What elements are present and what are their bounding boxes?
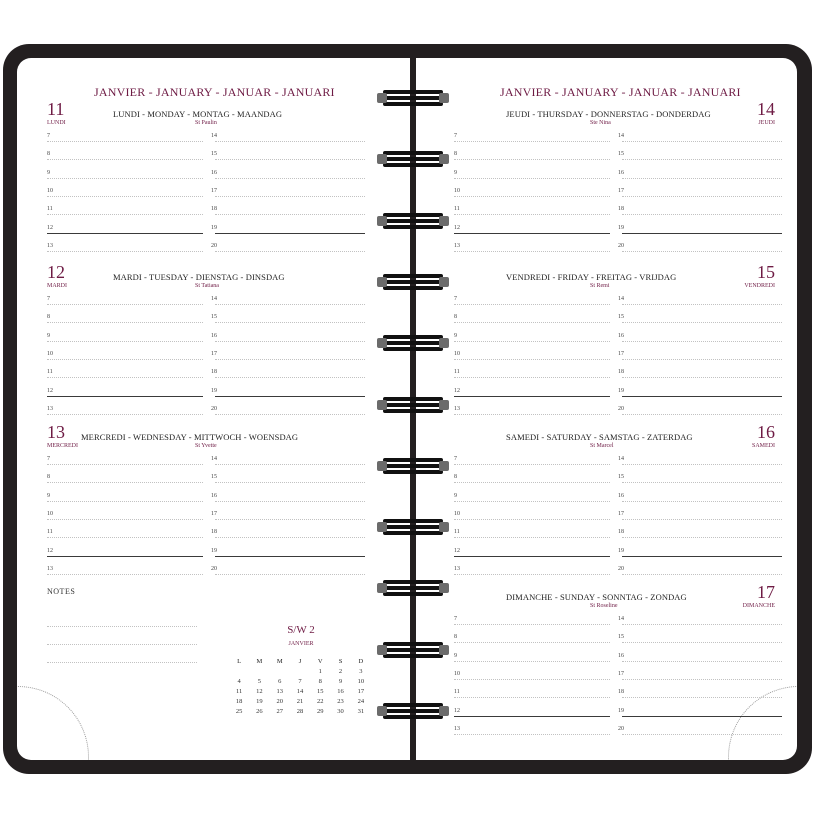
hour-line — [47, 322, 203, 323]
hour-line — [622, 341, 782, 342]
calendar-day: 10 — [357, 677, 365, 685]
binding-ring — [383, 519, 443, 535]
hour-line — [622, 178, 782, 179]
hour-label: 17 — [211, 350, 217, 357]
hour-label: 12 — [47, 387, 53, 394]
hour-line — [454, 178, 610, 179]
hour-line — [47, 304, 203, 305]
month-title: JANVIER - JANUARY - JANUAR - JANUARI — [94, 85, 335, 99]
hour-line — [47, 377, 203, 378]
binding-ring — [383, 397, 443, 413]
calendar-day: 18 — [235, 697, 243, 705]
hour-label: 14 — [211, 133, 217, 139]
hour-label: 15 — [618, 314, 624, 321]
hour-label: 8 — [454, 634, 457, 641]
hour-label: 7 — [454, 296, 457, 302]
hour-label: 16 — [618, 492, 624, 499]
hour-line — [215, 556, 365, 557]
hour-label: 11 — [454, 689, 460, 696]
saint-name: St Paulin — [195, 120, 217, 126]
calendar-day: 27 — [276, 707, 283, 715]
hour-label: 19 — [618, 224, 624, 231]
day-sub: DIMANCHE — [742, 603, 775, 609]
binding-ring — [383, 642, 443, 658]
calendar-day: 9 — [338, 677, 343, 685]
hour-label: 10 — [454, 670, 460, 677]
hour-line — [47, 556, 203, 557]
day-number: 11 — [47, 99, 65, 119]
hour-label: 20 — [211, 405, 217, 412]
hour-label: 17 — [618, 187, 624, 194]
calendar-week-row — [229, 666, 371, 676]
hour-line — [454, 396, 610, 397]
hour-label: 16 — [211, 169, 217, 176]
hour-line — [47, 464, 203, 465]
hour-label: 19 — [211, 387, 217, 394]
hour-label: 20 — [211, 242, 217, 249]
hour-label: 8 — [47, 151, 50, 158]
hour-label: 11 — [454, 369, 460, 376]
hour-line — [454, 233, 610, 234]
hour-line — [454, 341, 610, 342]
hour-label: 16 — [618, 332, 624, 339]
hour-label: 13 — [47, 242, 53, 249]
calendar-day: 26 — [256, 707, 263, 715]
hour-label: 17 — [211, 510, 217, 517]
saint-name: St Yvette — [195, 443, 217, 449]
hour-label: 19 — [618, 387, 624, 394]
day-name: LUNDI - MONDAY - MONTAG - MAANDAG — [113, 109, 283, 119]
hour-label: 18 — [211, 369, 217, 376]
hour-label: 12 — [47, 547, 53, 554]
hour-line — [215, 233, 365, 234]
day-sub: MERCREDI — [47, 443, 79, 449]
day-name: VENDREDI - FRIDAY - FREITAG - VRIJDAG — [506, 272, 677, 282]
binding-ring — [383, 213, 443, 229]
calendar-day: 31 — [357, 707, 365, 715]
hour-line — [454, 304, 610, 305]
hour-label: 9 — [454, 652, 457, 659]
hour-label: 16 — [211, 332, 217, 339]
hour-label: 13 — [454, 725, 460, 732]
hour-label: 13 — [454, 405, 460, 412]
hour-line — [622, 159, 782, 160]
hour-line — [454, 414, 610, 415]
hour-line — [215, 501, 365, 502]
hour-label: 19 — [618, 707, 624, 714]
hour-line — [622, 414, 782, 415]
hour-line — [47, 196, 203, 197]
hour-label: 18 — [618, 206, 624, 213]
hour-line — [47, 501, 203, 502]
hour-label: 10 — [454, 187, 460, 194]
hour-line — [454, 322, 610, 323]
calendar-day: 23 — [337, 697, 344, 705]
hour-label: 16 — [211, 492, 217, 499]
hour-label: 12 — [454, 707, 460, 714]
hour-line — [454, 501, 610, 502]
hour-label: 14 — [618, 616, 624, 622]
hour-label: 18 — [211, 529, 217, 536]
hour-line — [215, 341, 365, 342]
hour-line — [215, 304, 365, 305]
day-number: 13 — [47, 422, 65, 442]
hour-label: 11 — [47, 529, 53, 536]
hour-line — [454, 159, 610, 160]
hour-label: 8 — [454, 151, 457, 158]
hour-label: 10 — [47, 350, 53, 357]
hour-line — [454, 734, 610, 735]
hour-line — [454, 624, 610, 625]
hour-label: 9 — [454, 169, 457, 176]
calendar-day — [290, 666, 310, 676]
hour-label: 12 — [47, 224, 53, 231]
hour-line — [454, 661, 610, 662]
calendar-day: 19 — [256, 697, 263, 705]
hour-line — [454, 141, 610, 142]
hour-line — [622, 233, 782, 234]
calendar-day: 4 — [237, 677, 241, 685]
hour-line — [454, 214, 610, 215]
binding-ring — [383, 580, 443, 596]
hour-line — [215, 359, 365, 360]
hour-line — [622, 464, 782, 465]
calendar-day: 17 — [357, 687, 365, 695]
calendar-week-row — [229, 686, 371, 696]
hour-label: 20 — [211, 565, 217, 572]
calendar-day: 8 — [318, 677, 322, 685]
hour-line — [454, 464, 610, 465]
hour-label: 20 — [618, 565, 624, 572]
mini-calendar — [229, 656, 371, 716]
hour-line — [622, 322, 782, 323]
calendar-day: 24 — [357, 697, 365, 705]
saint-name: St Marcel — [590, 443, 614, 449]
hour-line — [622, 501, 782, 502]
hour-line — [215, 519, 365, 520]
hour-line — [454, 679, 610, 680]
hour-label: 10 — [47, 510, 53, 517]
hour-label: 14 — [618, 456, 624, 462]
hour-line — [622, 624, 782, 625]
binding-ring — [383, 90, 443, 106]
day-sub: VENDREDI — [744, 283, 775, 289]
week-label: S/W 2 — [287, 624, 315, 636]
hour-line — [454, 377, 610, 378]
month-title: JANVIER - JANUARY - JANUAR - JANUARI — [500, 85, 741, 99]
hour-line — [47, 537, 203, 538]
hour-line — [454, 251, 610, 252]
notes-line — [47, 662, 197, 663]
calendar-day: 11 — [236, 687, 243, 695]
hour-line — [47, 341, 203, 342]
hour-line — [622, 734, 782, 735]
hour-label: 15 — [618, 634, 624, 641]
hour-line — [215, 396, 365, 397]
hour-label: 12 — [454, 224, 460, 231]
hour-line — [215, 178, 365, 179]
day-number: 16 — [757, 422, 775, 442]
calendar-day: 30 — [337, 707, 344, 715]
hour-label: 10 — [454, 350, 460, 357]
hour-line — [215, 537, 365, 538]
hour-line — [454, 519, 610, 520]
hour-line — [215, 482, 365, 483]
hour-line — [47, 159, 203, 160]
hour-line — [454, 697, 610, 698]
hour-label: 9 — [47, 169, 50, 176]
hour-line — [622, 377, 782, 378]
hour-label: 13 — [47, 405, 53, 412]
hour-label: 14 — [618, 133, 624, 139]
day-sub: JEUDI — [758, 120, 775, 126]
binding-ring — [383, 703, 443, 719]
saint-name: Ste Nina — [590, 120, 611, 126]
hour-line — [454, 359, 610, 360]
day-name: SAMEDI - SATURDAY - SAMSTAG - ZATERDAG — [506, 432, 693, 442]
hour-label: 15 — [211, 314, 217, 321]
calendar-day: 21 — [296, 697, 304, 705]
hour-label: 10 — [47, 187, 53, 194]
calendar-day: 14 — [296, 687, 304, 695]
calendar-day — [249, 666, 269, 676]
hour-line — [454, 642, 610, 643]
binding-ring — [383, 151, 443, 167]
hour-label: 7 — [454, 456, 457, 462]
calendar-day: 28 — [296, 707, 304, 715]
calendar-day: 3 — [359, 667, 363, 675]
hour-label: 8 — [454, 474, 457, 481]
hour-line — [215, 464, 365, 465]
calendar-day: 25 — [235, 707, 243, 715]
saint-name: St Remi — [590, 283, 610, 289]
hour-label: 13 — [47, 565, 53, 572]
hour-label: 13 — [454, 242, 460, 249]
day-number: 15 — [757, 262, 775, 282]
day-name: JEUDI - THURSDAY - DONNERSTAG - DONDERDAG — [506, 109, 711, 119]
binding-ring — [383, 274, 443, 290]
binding-ring — [383, 335, 443, 351]
day-number: 17 — [757, 582, 775, 602]
hour-line — [454, 196, 610, 197]
day-name: DIMANCHE - SUNDAY - SONNTAG - ZONDAG — [506, 592, 687, 602]
hour-label: 17 — [618, 350, 624, 357]
day-sub: MARDI — [47, 283, 68, 289]
calendar-day — [229, 666, 249, 676]
calendar-weekday: L — [237, 657, 242, 665]
hour-line — [47, 519, 203, 520]
hour-label: 14 — [618, 296, 624, 302]
hour-line — [47, 214, 203, 215]
hour-line — [215, 214, 365, 215]
hour-line — [622, 396, 782, 397]
hour-line — [622, 679, 782, 680]
hour-label: 13 — [454, 565, 460, 572]
calendar-day: 1 — [318, 667, 322, 675]
calendar-day — [270, 666, 290, 676]
hour-label: 16 — [618, 652, 624, 659]
calendar-day: 16 — [337, 687, 344, 695]
hour-label: 20 — [618, 725, 624, 732]
hour-label: 9 — [47, 492, 50, 499]
calendar-day: 15 — [317, 687, 324, 695]
hour-label: 7 — [454, 616, 457, 622]
hour-line — [454, 537, 610, 538]
saint-name: St Roseline — [590, 603, 618, 609]
left-page — [17, 58, 410, 760]
day-name: MERCREDI - WEDNESDAY - MITTWOCH - WOENSDAG — [81, 432, 299, 442]
hour-label: 17 — [618, 670, 624, 677]
hour-label: 19 — [618, 547, 624, 554]
hour-label: 7 — [47, 133, 50, 139]
hour-label: 10 — [454, 510, 460, 517]
hour-label: 9 — [47, 332, 50, 339]
hour-label: 16 — [618, 169, 624, 176]
hour-line — [622, 359, 782, 360]
hour-label: 7 — [47, 296, 50, 302]
hour-label: 7 — [47, 456, 50, 462]
hour-label: 11 — [47, 369, 53, 376]
hour-label: 17 — [211, 187, 217, 194]
hour-line — [622, 661, 782, 662]
hour-label: 19 — [211, 224, 217, 231]
hour-line — [622, 482, 782, 483]
hour-line — [215, 322, 365, 323]
hour-line — [215, 377, 365, 378]
day-sub: SAMEDI — [751, 443, 775, 449]
hour-label: 15 — [211, 151, 217, 158]
corner-arc — [17, 686, 89, 760]
hour-label: 8 — [47, 314, 50, 321]
hour-line — [622, 697, 782, 698]
hour-line — [622, 141, 782, 142]
calendar-weekday: D — [358, 657, 364, 665]
notes-line — [47, 626, 197, 627]
hour-line — [215, 414, 365, 415]
hour-line — [622, 642, 782, 643]
hour-line — [47, 359, 203, 360]
hour-line — [622, 196, 782, 197]
hour-label: 14 — [211, 296, 217, 302]
calendar-weekday: M — [276, 657, 283, 665]
day-number: 12 — [47, 262, 65, 282]
hour-line — [622, 716, 782, 717]
calendar-day: 6 — [278, 677, 282, 685]
hour-line — [215, 159, 365, 160]
calendar-week-row — [229, 706, 371, 716]
hour-label: 9 — [454, 332, 457, 339]
hour-label: 18 — [618, 529, 624, 536]
hour-line — [454, 482, 610, 483]
hour-line — [454, 716, 610, 717]
hour-label: 20 — [618, 242, 624, 249]
day-name: MARDI - TUESDAY - DIENSTAG - DINSDAG — [113, 272, 285, 282]
hour-line — [454, 574, 610, 575]
calendar-weekday: J — [298, 657, 302, 665]
calendar-week-row — [229, 696, 371, 706]
hour-line — [215, 574, 365, 575]
calendar-weekday: S — [338, 657, 343, 665]
hour-label: 15 — [211, 474, 217, 481]
hour-line — [47, 233, 203, 234]
hour-label: 15 — [618, 474, 624, 481]
hour-line — [47, 141, 203, 142]
binding-ring — [383, 458, 443, 474]
hour-line — [622, 574, 782, 575]
calendar-day: 7 — [298, 677, 302, 685]
hour-label: 8 — [454, 314, 457, 321]
hour-label: 20 — [618, 405, 624, 412]
calendar-day: 2 — [338, 667, 343, 675]
hour-line — [215, 196, 365, 197]
hour-label: 15 — [618, 151, 624, 158]
week-month: JANVIER — [288, 641, 314, 647]
hour-line — [622, 304, 782, 305]
hour-line — [622, 537, 782, 538]
hour-line — [47, 396, 203, 397]
day-number: 14 — [757, 99, 775, 119]
hour-label: 17 — [618, 510, 624, 517]
hour-line — [454, 556, 610, 557]
hour-line — [622, 251, 782, 252]
day-sub: LUNDI — [47, 120, 66, 126]
hour-label: 11 — [454, 206, 460, 213]
hour-line — [47, 574, 203, 575]
hour-label: 12 — [454, 547, 460, 554]
hour-line — [47, 482, 203, 483]
hour-label: 12 — [454, 387, 460, 394]
saint-name: St Tatiana — [195, 283, 219, 289]
hour-line — [215, 251, 365, 252]
hour-line — [47, 251, 203, 252]
hour-label: 18 — [211, 206, 217, 213]
calendar-week-row — [229, 676, 371, 686]
hour-label: 18 — [618, 689, 624, 696]
calendar-weekday: M — [256, 657, 263, 665]
calendar-weekday: V — [317, 657, 323, 665]
calendar-day: 12 — [256, 687, 263, 695]
hour-label: 8 — [47, 474, 50, 481]
hour-line — [215, 141, 365, 142]
notes-label: NOTES — [47, 587, 76, 596]
notes-line — [47, 644, 197, 645]
hour-line — [47, 414, 203, 415]
right-page — [416, 58, 797, 760]
hour-line — [622, 519, 782, 520]
hour-line — [622, 214, 782, 215]
hour-line — [47, 178, 203, 179]
calendar-day: 20 — [276, 697, 283, 705]
hour-label: 18 — [618, 369, 624, 376]
hour-line — [622, 556, 782, 557]
hour-label: 11 — [47, 206, 53, 213]
hour-label: 14 — [211, 456, 217, 462]
hour-label: 7 — [454, 133, 457, 139]
calendar-day: 13 — [276, 687, 283, 695]
calendar-day: 5 — [257, 677, 262, 685]
hour-label: 19 — [211, 547, 217, 554]
calendar-day: 29 — [317, 707, 324, 715]
calendar-day: 22 — [317, 697, 324, 705]
hour-label: 9 — [454, 492, 457, 499]
hour-label: 11 — [454, 529, 460, 536]
